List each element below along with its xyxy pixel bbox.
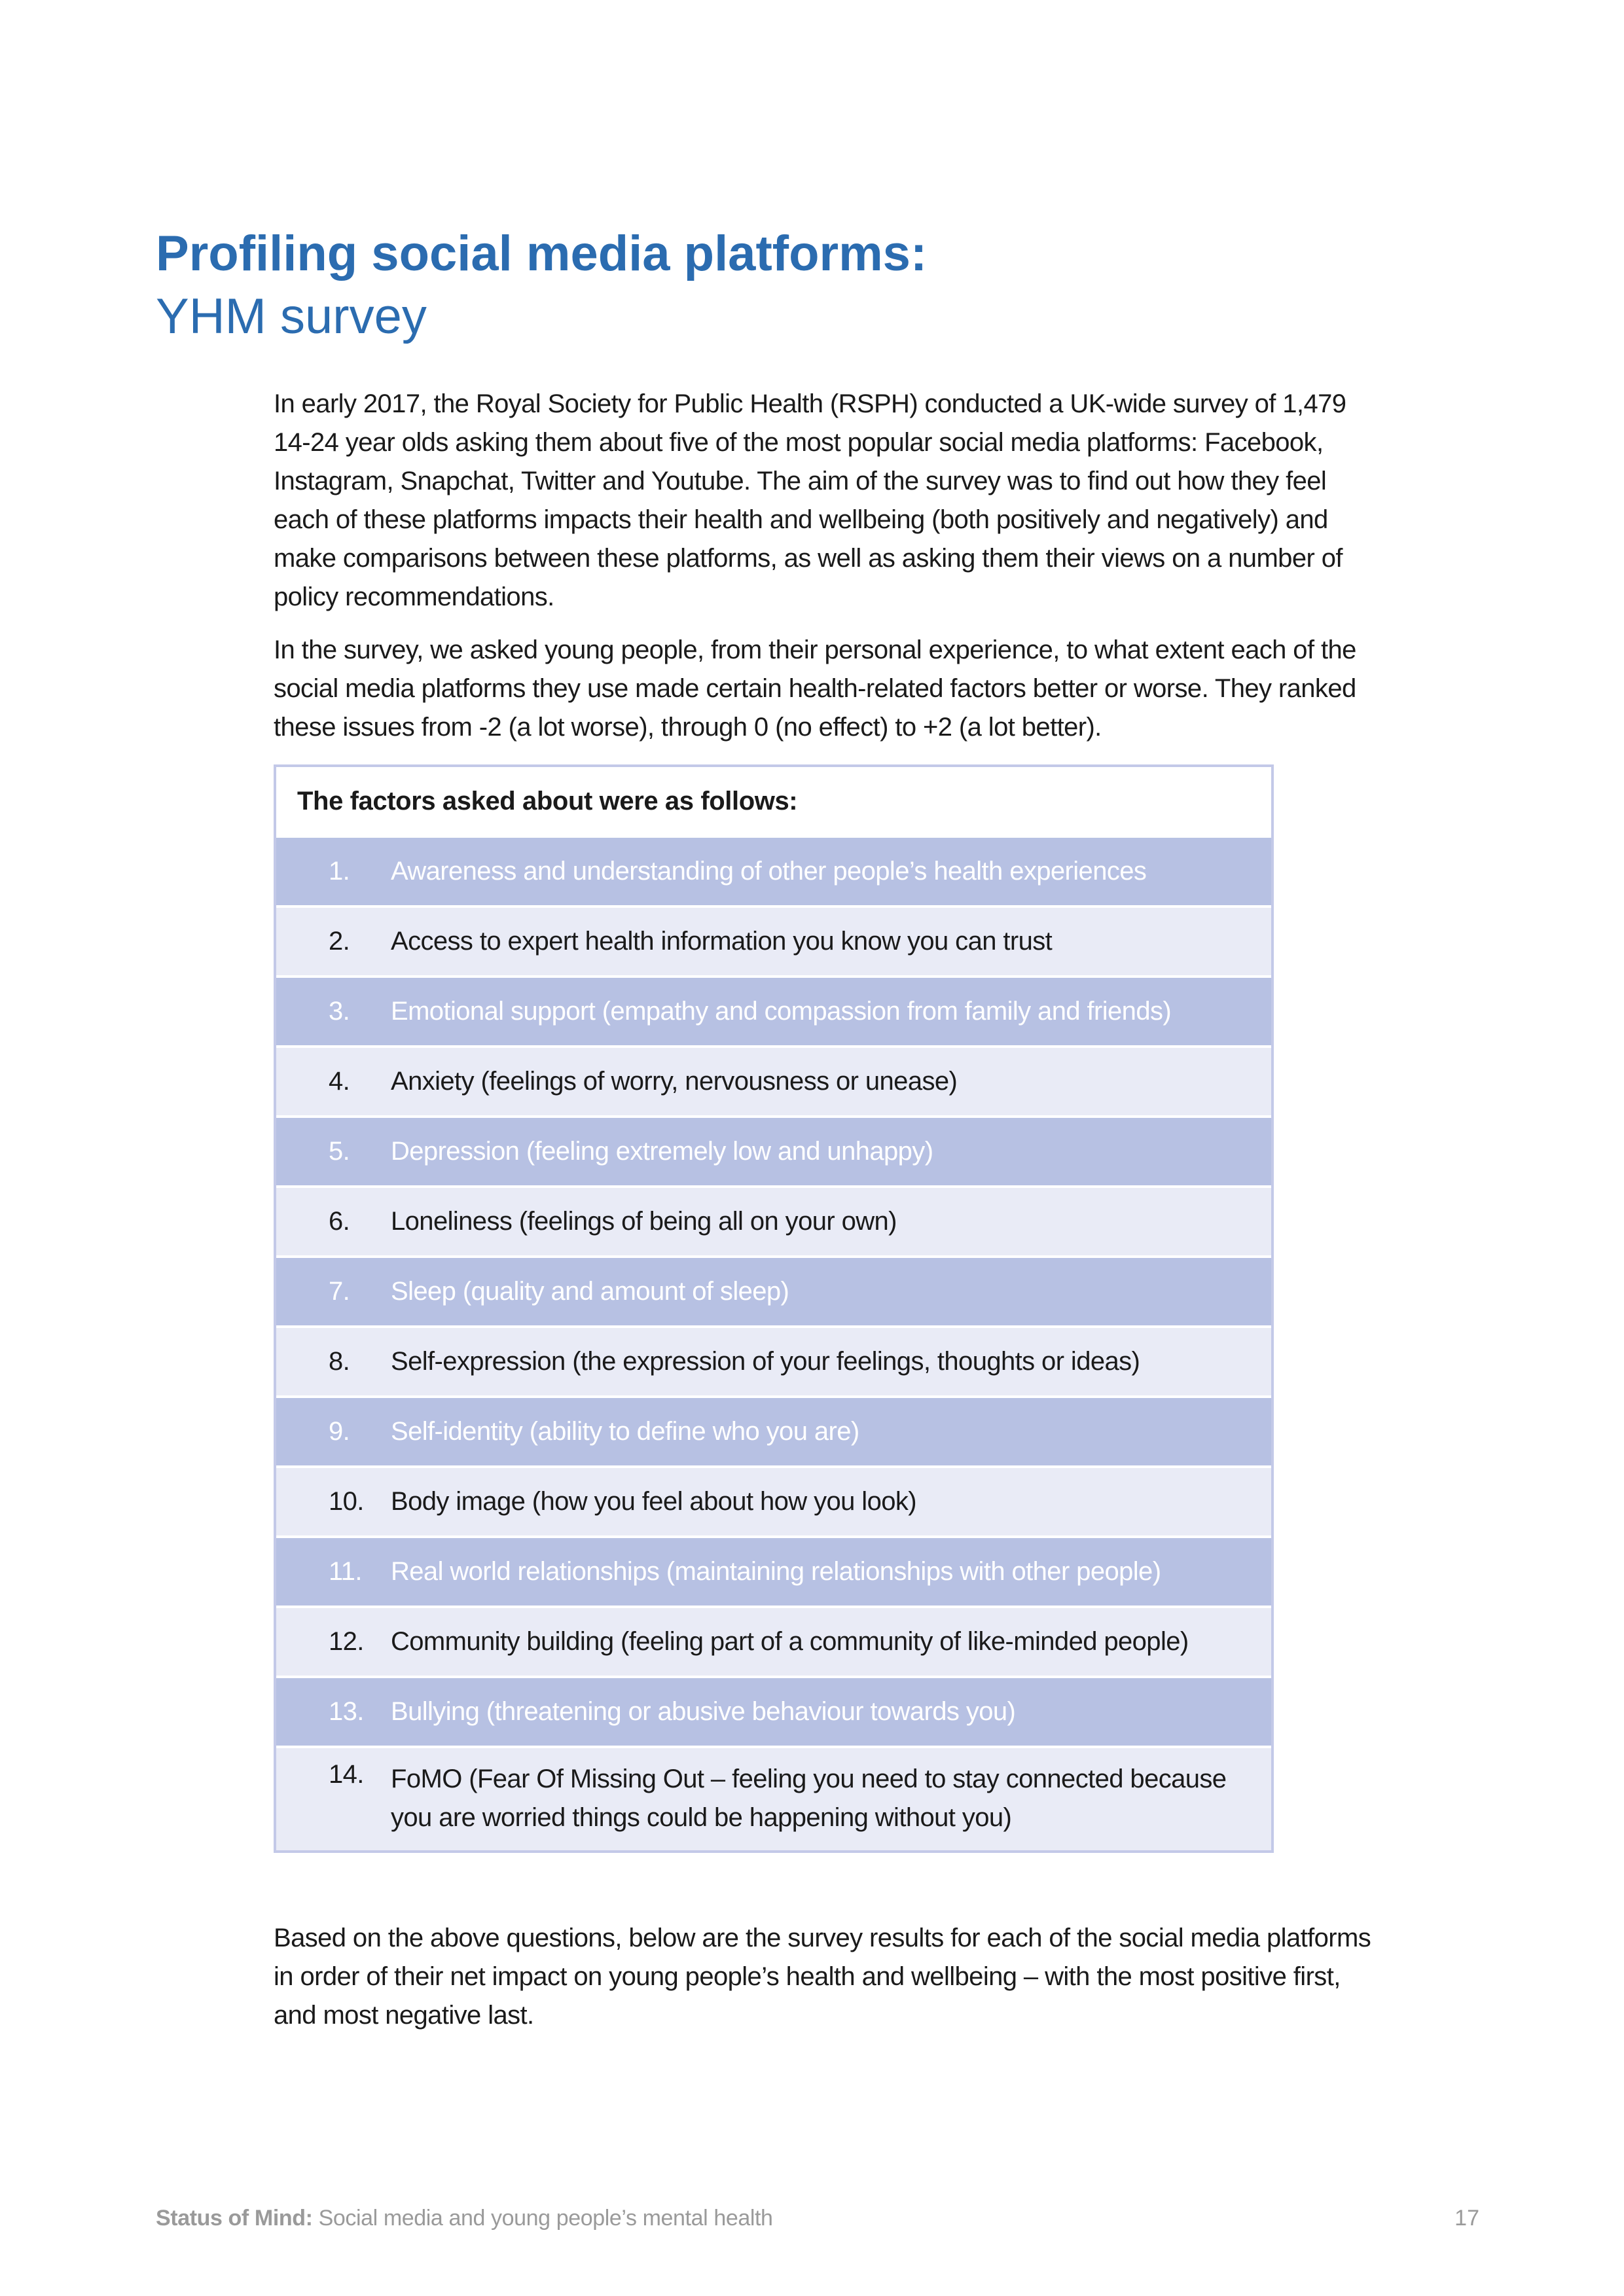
- factor-text: Depression (feeling extremely low and unhappy): [391, 1137, 933, 1166]
- factor-number: 6.: [329, 1207, 350, 1236]
- factor-number: 4.: [329, 1067, 350, 1096]
- factor-row: [276, 1185, 1271, 1255]
- page-number: 17: [1454, 2206, 1479, 2231]
- factor-text: Community building (feeling part of a community of like-minded people): [391, 1627, 1189, 1656]
- page-subtitle: YHM survey: [156, 289, 427, 344]
- factors-header: The factors asked about were as follows:: [297, 786, 798, 816]
- factor-text: FoMO (Fear Of Missing Out – feeling you need to stay connected because you are worried things could be happening without you): [391, 1765, 1227, 1832]
- footer-publication-subtitle: Social media and young people’s mental health: [312, 2206, 773, 2231]
- factor-row: [276, 905, 1271, 975]
- factor-number: 5.: [329, 1137, 350, 1166]
- factor-row: [276, 1115, 1271, 1185]
- footer-publication-title: Status of Mind:: [156, 2206, 313, 2231]
- factor-row: [276, 975, 1271, 1045]
- factor-row: [276, 1395, 1271, 1465]
- factor-text: Self-identity (ability to define who you are): [391, 1417, 859, 1446]
- title-block: [156, 223, 1465, 348]
- factor-row: [276, 1605, 1271, 1676]
- factor-row: [276, 1045, 1271, 1115]
- intro-paragraph-1: In early 2017, the Royal Society for Public Health (RSPH) conducted a UK-wide survey of 1,479 14-24 year olds asking them about five of the most popular social media platforms: Facebook, Instagram, Snapchat, Twitter and Youtube. The aim of the survey was to find out how they feel each of these platforms impacts their health and wellbeing (both positively and negatively) and make comparisons between these platforms, as well as asking them their views on a number of policy recommendations.: [274, 389, 1346, 611]
- factor-row: [276, 1535, 1271, 1605]
- factor-text: Anxiety (feelings of worry, nervousness or unease): [391, 1067, 958, 1096]
- factor-number: 11.: [329, 1557, 362, 1586]
- factor-number: 12.: [329, 1627, 364, 1656]
- factor-number: 13.: [329, 1697, 364, 1726]
- factor-row: [276, 1465, 1271, 1535]
- factor-number: 7.: [329, 1277, 350, 1306]
- factor-row: [276, 1676, 1271, 1746]
- factor-text: Emotional support (empathy and compassion from family and friends): [391, 997, 1172, 1026]
- factor-number: 14.: [329, 1760, 364, 1789]
- outro-paragraph: Based on the above questions, below are the survey results for each of the social media platforms in order of their net impact on young people’s health and wellbeing – with the most positive first, and most negative last.: [274, 1924, 1371, 2030]
- factor-text: Body image (how you feel about how you look): [391, 1487, 916, 1516]
- factor-text: Access to expert health information you know you can trust: [391, 927, 1053, 956]
- factor-row: [276, 1255, 1271, 1325]
- factor-list: [276, 835, 1271, 1850]
- factor-row: [276, 1325, 1271, 1395]
- factor-row: [276, 835, 1271, 905]
- page-title: Profiling social media platforms:: [156, 226, 928, 281]
- factor-text: Real world relationships (maintaining relationships with other people): [391, 1557, 1161, 1586]
- factor-number: 8.: [329, 1347, 350, 1376]
- factor-text: Loneliness (feelings of being all on your own): [391, 1207, 897, 1236]
- factor-row: [276, 1746, 1271, 1850]
- factors-box: [274, 764, 1274, 1853]
- factor-text: Sleep (quality and amount of sleep): [391, 1277, 789, 1306]
- factor-number: 9.: [329, 1417, 350, 1446]
- factor-text: Bullying (threatening or abusive behaviour towards you): [391, 1697, 1016, 1726]
- factor-text: Awareness and understanding of other people’s health experiences: [391, 857, 1147, 886]
- factor-text: Self-expression (the expression of your feelings, thoughts or ideas): [391, 1347, 1140, 1376]
- factor-number: 2.: [329, 927, 350, 956]
- factor-number: 1.: [329, 857, 350, 886]
- footer: [156, 2206, 773, 2231]
- factor-number: 3.: [329, 997, 350, 1026]
- intro-paragraph-2: In the survey, we asked young people, from their personal experience, to what extent each of the social media platforms they use made certain health-related factors better or worse. They ranked these issues from -2 (a lot worse), through 0 (no effect) to +2 (a lot better).: [274, 636, 1356, 742]
- factor-number: 10.: [329, 1487, 364, 1516]
